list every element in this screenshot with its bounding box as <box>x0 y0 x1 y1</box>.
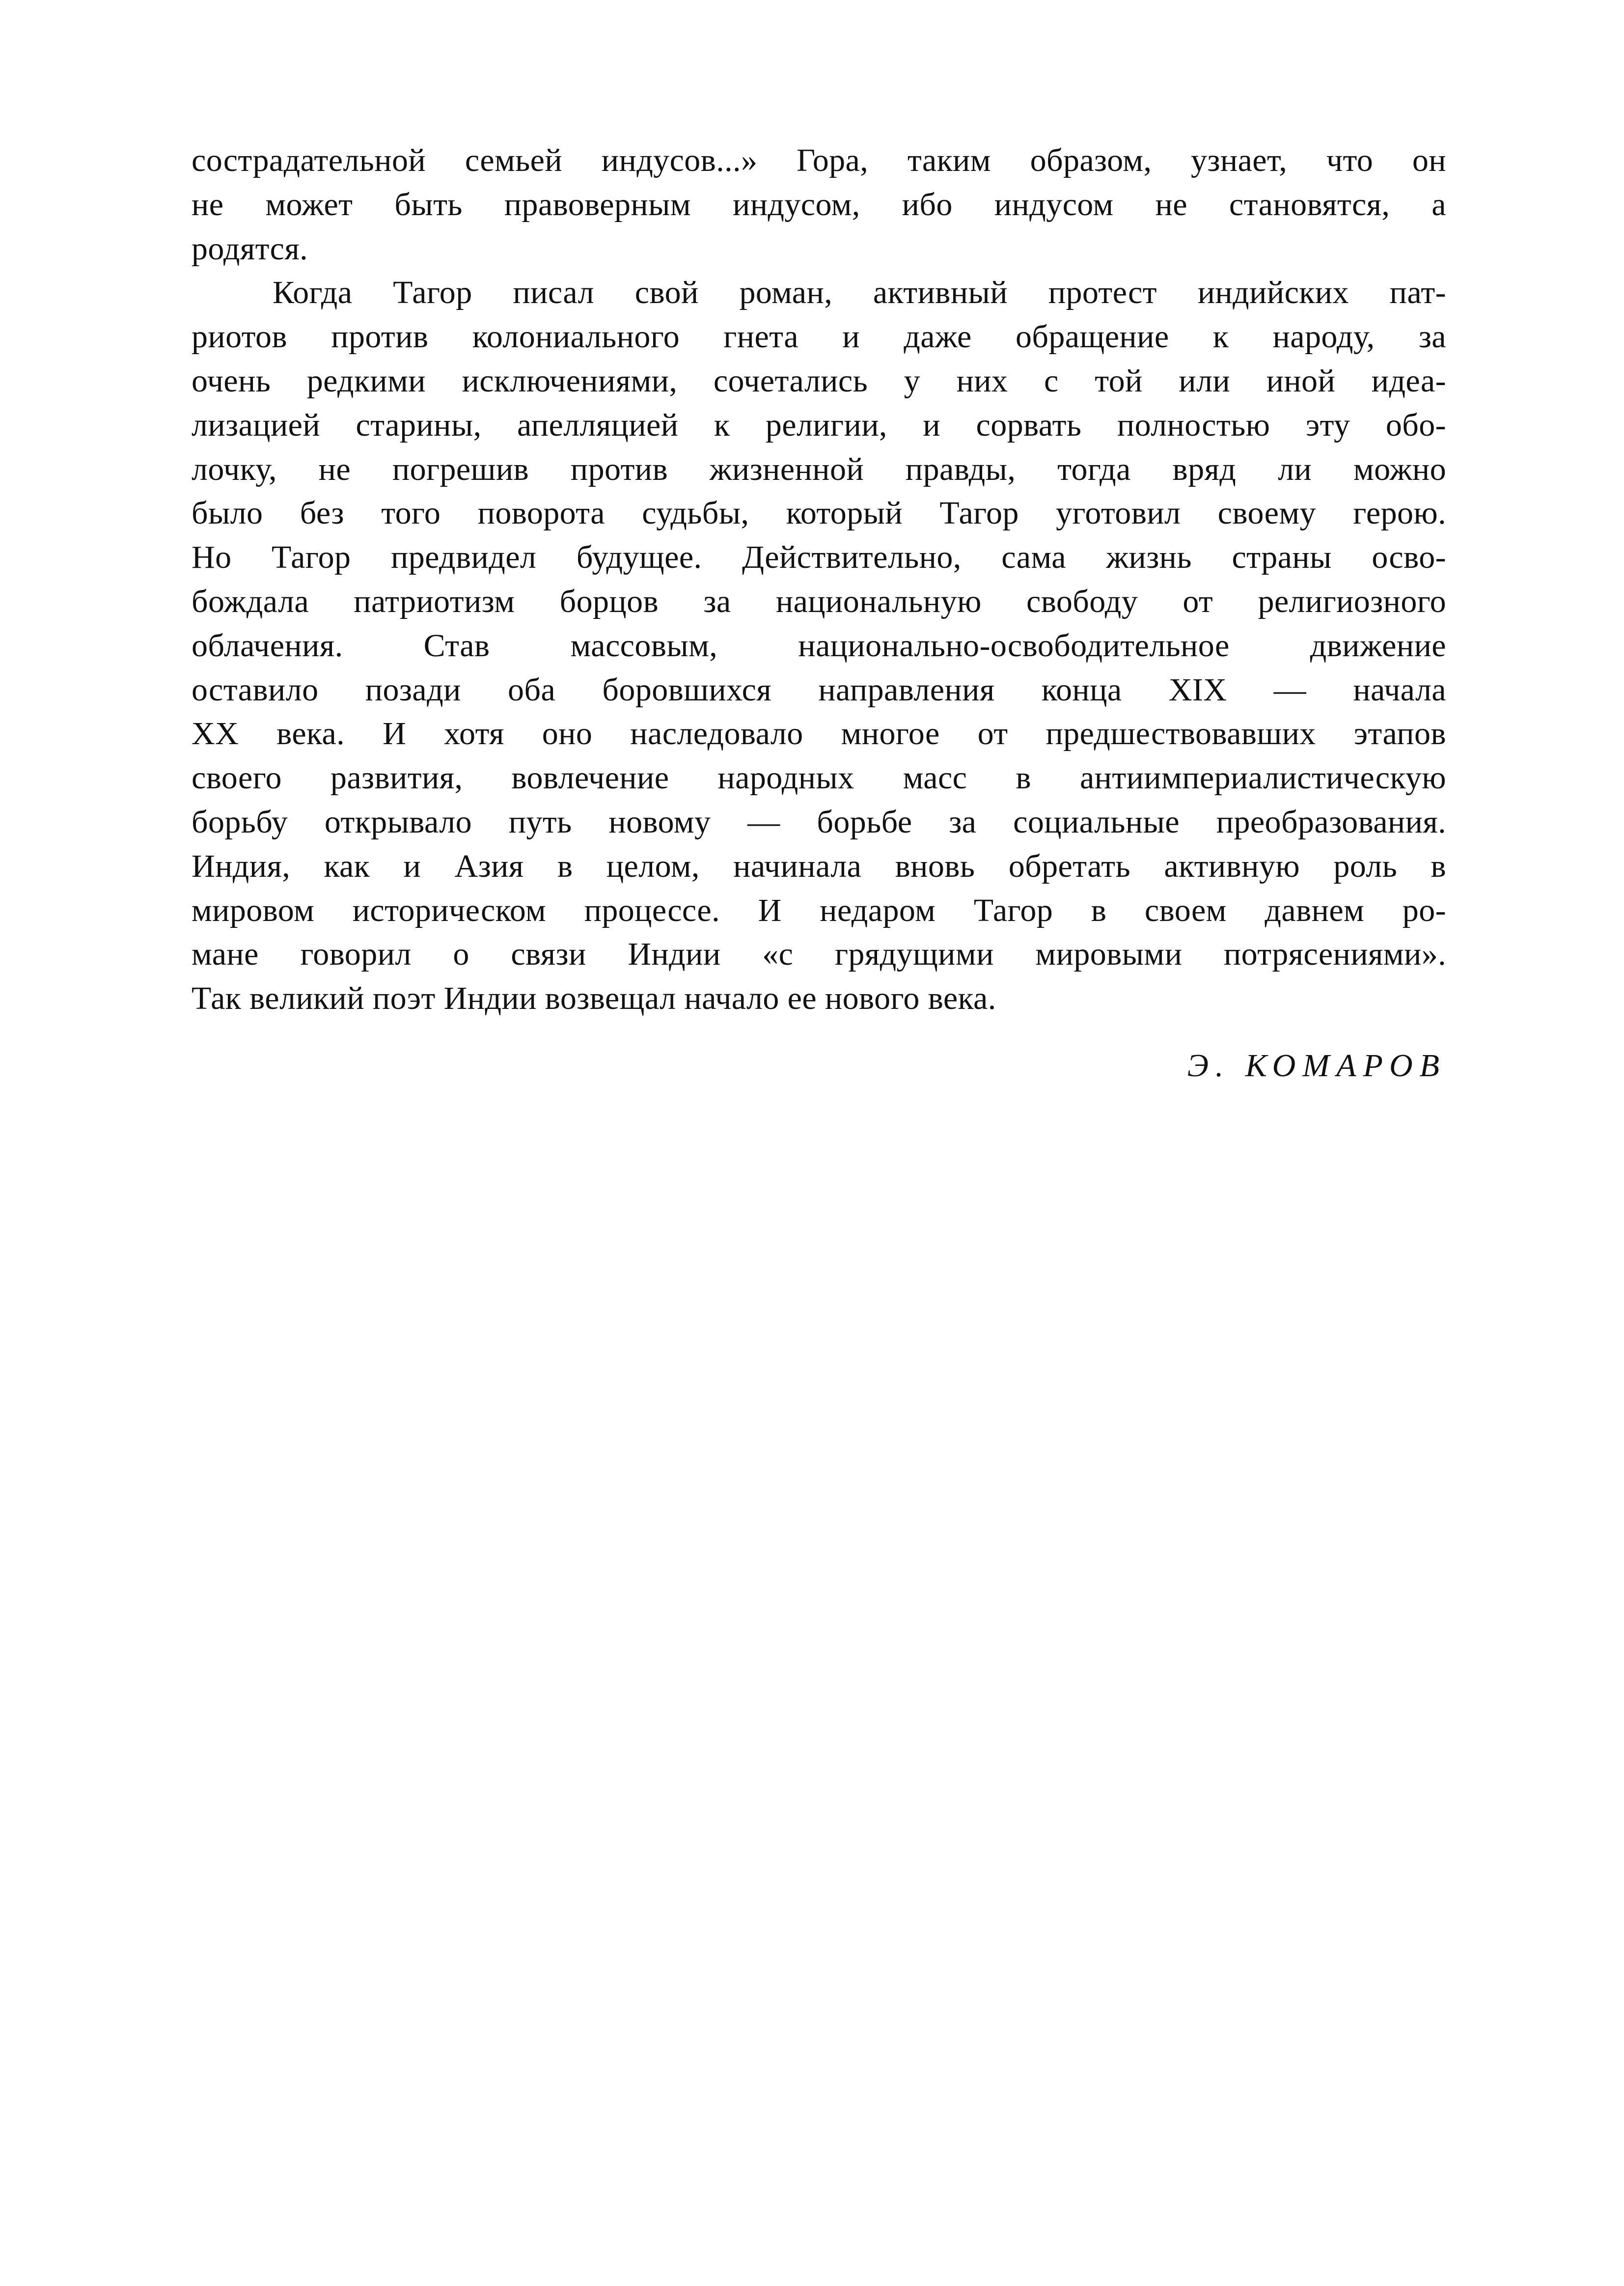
text-line: Но Тагор предвидел будущее. Действительно, сама жизнь страны осво- <box>192 539 1446 576</box>
page-body <box>192 139 1446 1084</box>
paragraph-1 <box>192 139 1446 271</box>
text-line: Индия, как и Азия в целом, начинала вновь обретать активную роль в <box>192 848 1446 884</box>
text-line: родятся. <box>192 230 308 267</box>
text-line: облачения. Став массовым, национально-освободительное движение <box>192 627 1446 664</box>
text-line: Когда Тагор писал свой роман, активный протест индийских пат- <box>273 275 1446 311</box>
text-line: сострадательной семьей индусов...» Гора, таким образом, узнает, что он <box>192 142 1446 178</box>
text-line: оставило позади оба боровшихся направления конца XIX — начала <box>192 671 1446 708</box>
text-line: борьбу открывало путь новому — борьбе за социальные преобразования. <box>192 804 1446 840</box>
text-line: мане говорил о связи Индии «с грядущими мировыми потрясениями». <box>192 936 1446 973</box>
text-line: было без того поворота судьбы, который Тагор уготовил своему герою. <box>192 495 1446 531</box>
text-line: риотов против колониального гнета и даже обращение к народу, за <box>192 319 1446 355</box>
text-line: бождала патриотизм борцов за национальную свободу от религиозного <box>192 583 1446 619</box>
text-line: не может быть правоверным индусом, ибо индусом не становятся, а <box>192 186 1446 223</box>
text-line: своего развития, вовлечение народных масс в антиимпериалистическую <box>192 760 1446 796</box>
text-line: мировом историческом процессе. И недаром Тагор в своем давнем ро- <box>192 892 1446 928</box>
text-line: XX века. И хотя оно наследовало многое от предшествовавших этапов <box>192 716 1446 752</box>
text-line: Так великий поэт Индии возвещал начало ее нового века. <box>192 980 996 1017</box>
text-line: лочку, не погрешив против жизненной правды, тогда вряд ли можно <box>192 451 1446 487</box>
author-signature: Э. КОМАРОВ <box>1187 1048 1446 1084</box>
text-line: лизацией старины, апелляцией к религии, и сорвать полностью эту обо- <box>192 407 1446 443</box>
paragraph-2 <box>192 271 1446 1021</box>
text-line: очень редкими исключениями, сочетались у них с той или иной идеа- <box>192 362 1446 399</box>
